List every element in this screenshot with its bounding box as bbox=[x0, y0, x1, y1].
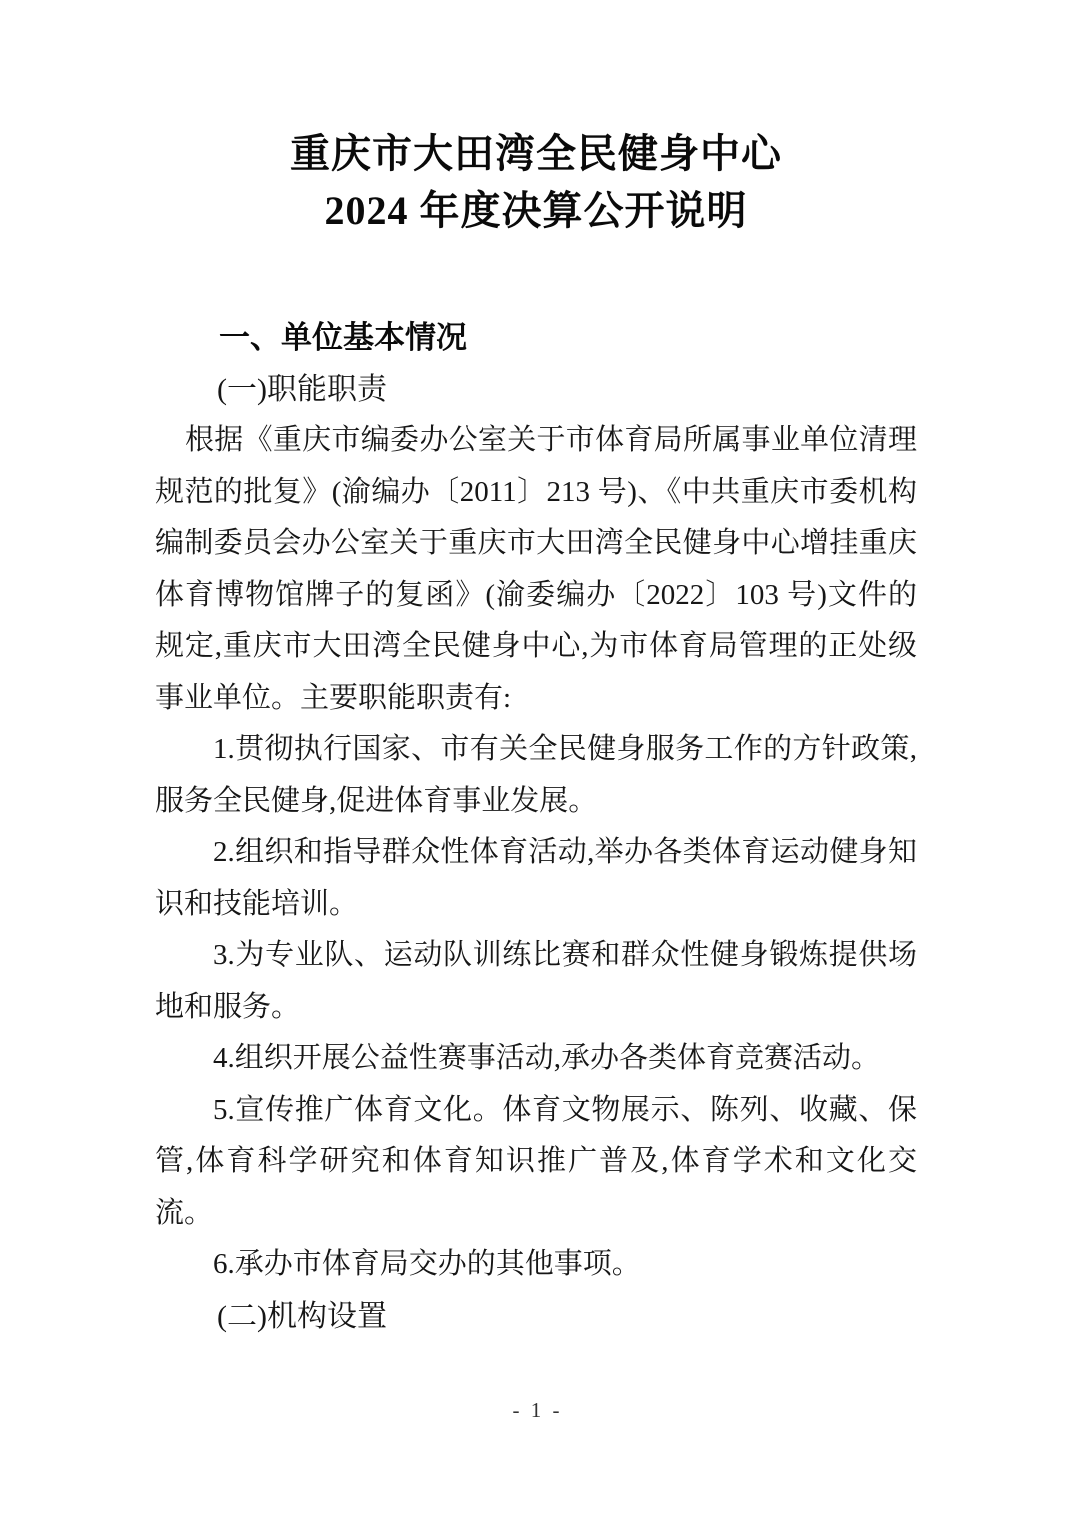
section-heading-basic-info: 一、单位基本情况 bbox=[219, 320, 467, 355]
duty-item-1: 1.贯彻执行国家、市有关全民健身服务工作的方针政策,服务全民健身,促进体育事业发展。 bbox=[155, 733, 917, 817]
duty-item-2: 2.组织和指导群众性体育活动,举办各类体育运动健身知识和技能培训。 bbox=[155, 836, 917, 920]
document-title bbox=[155, 125, 917, 239]
page-number: - 1 - bbox=[512, 1398, 563, 1422]
intro-paragraph: 根据《重庆市编委办公室关于市体育局所属事业单位清理规范的批复》(渝编办〔2011〕213 号)、《中共重庆市委机构编制委员会办公室关于重庆市大田湾全民健身中心增挂重庆体育博物馆牌子的复函》(渝委编办〔2022〕103 号)文件的规定,重庆市大田湾全民健身中心,为市体育局管理的正处级事业单位。主要职能职责有: bbox=[155, 424, 917, 714]
duty-item-6: 6.承办市体育局交办的其他事项。 bbox=[213, 1248, 641, 1280]
duty-item-4: 4.组织开展公益性赛事活动,承办各类体育竞赛活动。 bbox=[213, 1042, 881, 1074]
subsection-heading-duties: (一)职能职责 bbox=[217, 372, 387, 406]
document-title-line2: 2024 年度决算公开说明 bbox=[324, 188, 748, 233]
duty-item-5: 5.宣传推广体育文化。体育文物展示、陈列、收藏、保管,体育科学研究和体育知识推广普及,体育学术和文化交流。 bbox=[155, 1093, 917, 1229]
subsection-heading-organization: (二)机构设置 bbox=[217, 1299, 387, 1333]
document-body bbox=[155, 125, 917, 1342]
duty-item-3: 3.为专业队、运动队训练比赛和群众性健身锻炼提供场地和服务。 bbox=[155, 939, 917, 1023]
document-title-line1: 重庆市大田湾全民健身中心 bbox=[290, 131, 782, 176]
